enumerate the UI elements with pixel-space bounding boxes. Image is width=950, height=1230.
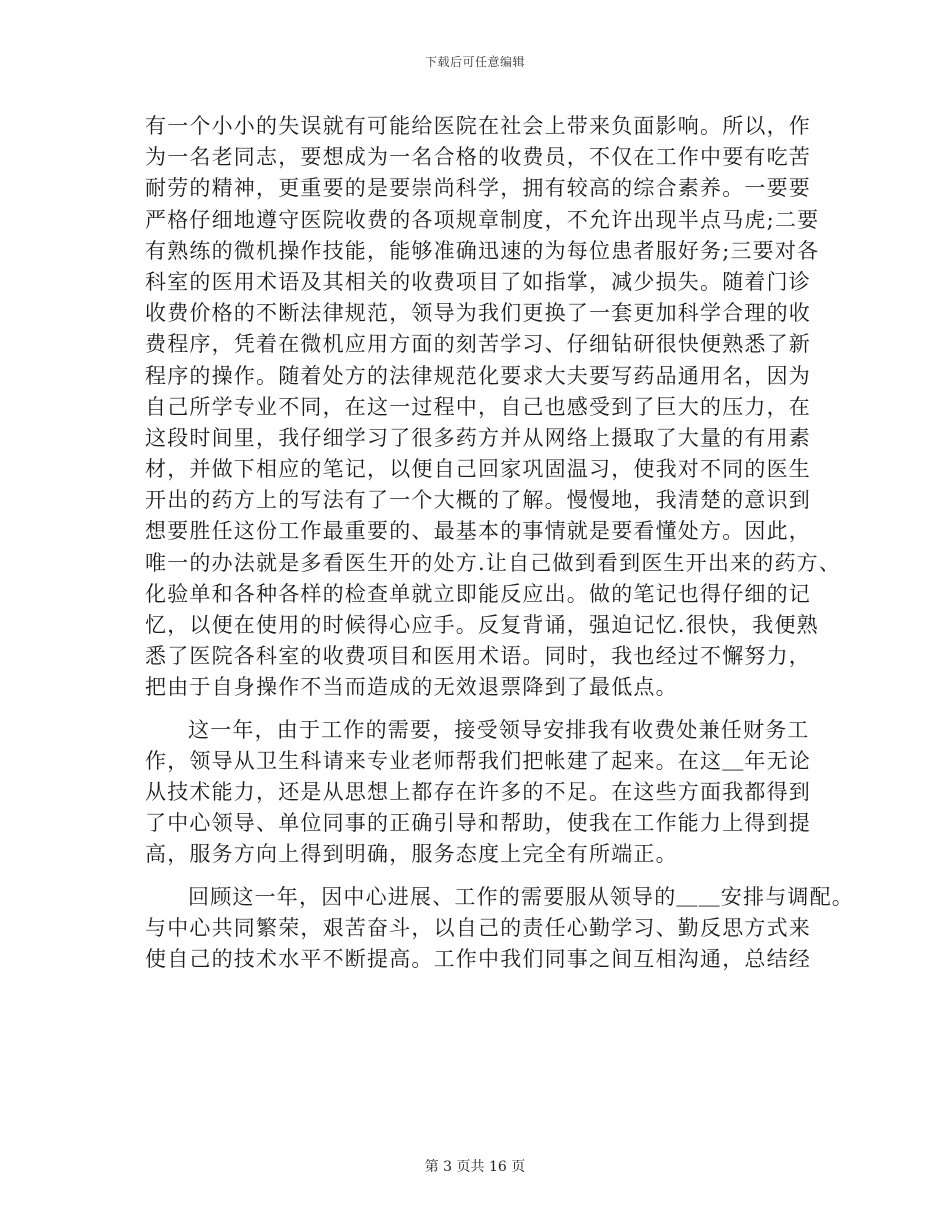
text-line: 科室的医用术语及其相关的收费项目了如指掌，减少损失。随着门诊 [145, 269, 811, 294]
text-line: 了中心领导、单位同事的正确引导和帮助，使我在工作能力上得到提 [145, 811, 811, 836]
text-line: 回顾这一年，因中心进展、工作的需要服从领导的＿＿安排与调配。 [188, 884, 854, 909]
paragraph-spacer [145, 871, 825, 882]
text-line: 把由于自身操作不当而造成的无效退票降到了最低点。 [145, 675, 678, 700]
text-line: 这一年，由于工作的需要，接受领导安排我有收费处兼任财务工 [188, 717, 810, 742]
text-line: 有一个小小的失误就有可能给医院在社会上带来负面影响。所以，作 [145, 114, 811, 138]
paragraph-3 [145, 882, 854, 976]
text-line: 程序的操作。随着处方的法律规范化要求大夫要写药品通用名，因为 [145, 363, 811, 388]
text-line: 收费价格的不断法律规范，领导为我们更换了一套更加科学合理的收 [145, 301, 811, 326]
text-line: 自己所学专业不同，在这一过程中，自己也感受到了巨大的压力，在 [145, 394, 811, 419]
text-line: 材，并做下相应的笔记，以便自己回家巩固温习，使我对不同的医生 [145, 457, 811, 482]
text-line: 严格仔细地遵守医院收费的各项规章制度，不允许出现半点马虎;二要 [145, 207, 820, 232]
text-line: 开出的药方上的写法有了一个大概的了解。慢慢地，我清楚的意识到 [145, 488, 811, 513]
text-line: 想要胜任这份工作最重要的、最基本的事情就是要看懂处方。因此， [145, 519, 811, 544]
text-line: 这段时间里，我仔细学习了很多药方并从网络上摄取了大量的有用素 [145, 425, 811, 450]
paragraph-spacer [145, 704, 825, 715]
text-line: 唯一的办法就是多看医生开的处方.让自己做到看到医生开出来的药方、 [145, 550, 842, 575]
text-line: 高，服务方向上得到明确，服务态度上完全有所端正。 [145, 842, 678, 867]
text-line: 与中心共同繁荣，艰苦奋斗，以自己的责任心勤学习、勤反思方式来 [145, 915, 811, 940]
text-line: 忆，以便在使用的时候得心应手。反复背诵，强迫记忆.很快，我便熟 [145, 613, 819, 637]
document-body [145, 111, 854, 975]
paragraph-2 [145, 715, 825, 871]
text-line: 作，领导从卫生科请来专业老师帮我们把帐建了起来。在这＿年无论 [145, 748, 811, 773]
text-line: 从技术能力，还是从思想上都存在许多的不足。在这些方面我都得到 [145, 779, 811, 804]
paragraph-1 [145, 111, 842, 704]
text-line: 悉了医院各科室的收费项目和医用术语。同时，我也经过不懈努力， [145, 644, 811, 669]
text-line: 使自己的技术水平不断提高。工作中我们同事之间互相沟通，总结经 [145, 946, 811, 971]
page-footer: 第 3 页共 16 页 [424, 1159, 526, 1175]
text-line: 化验单和各种各样的检查单就立即能反应出。做的笔记也得仔细的记 [145, 581, 811, 606]
page-header: 下载后可任意编辑 [424, 55, 525, 69]
text-line: 为一名老同志，要想成为一名合格的收费员，不仅在工作中要有吃苦 [145, 145, 811, 170]
text-line: 耐劳的精神，更重要的是要崇尚科学，拥有较高的综合素养。一要要 [145, 176, 811, 201]
text-line: 有熟练的微机操作技能，能够准确迅速的为每位患者服好务;三要对各 [145, 238, 820, 263]
text-line: 费程序，凭着在微机应用方面的刻苦学习、仔细钻研很快便熟悉了新 [145, 332, 811, 357]
